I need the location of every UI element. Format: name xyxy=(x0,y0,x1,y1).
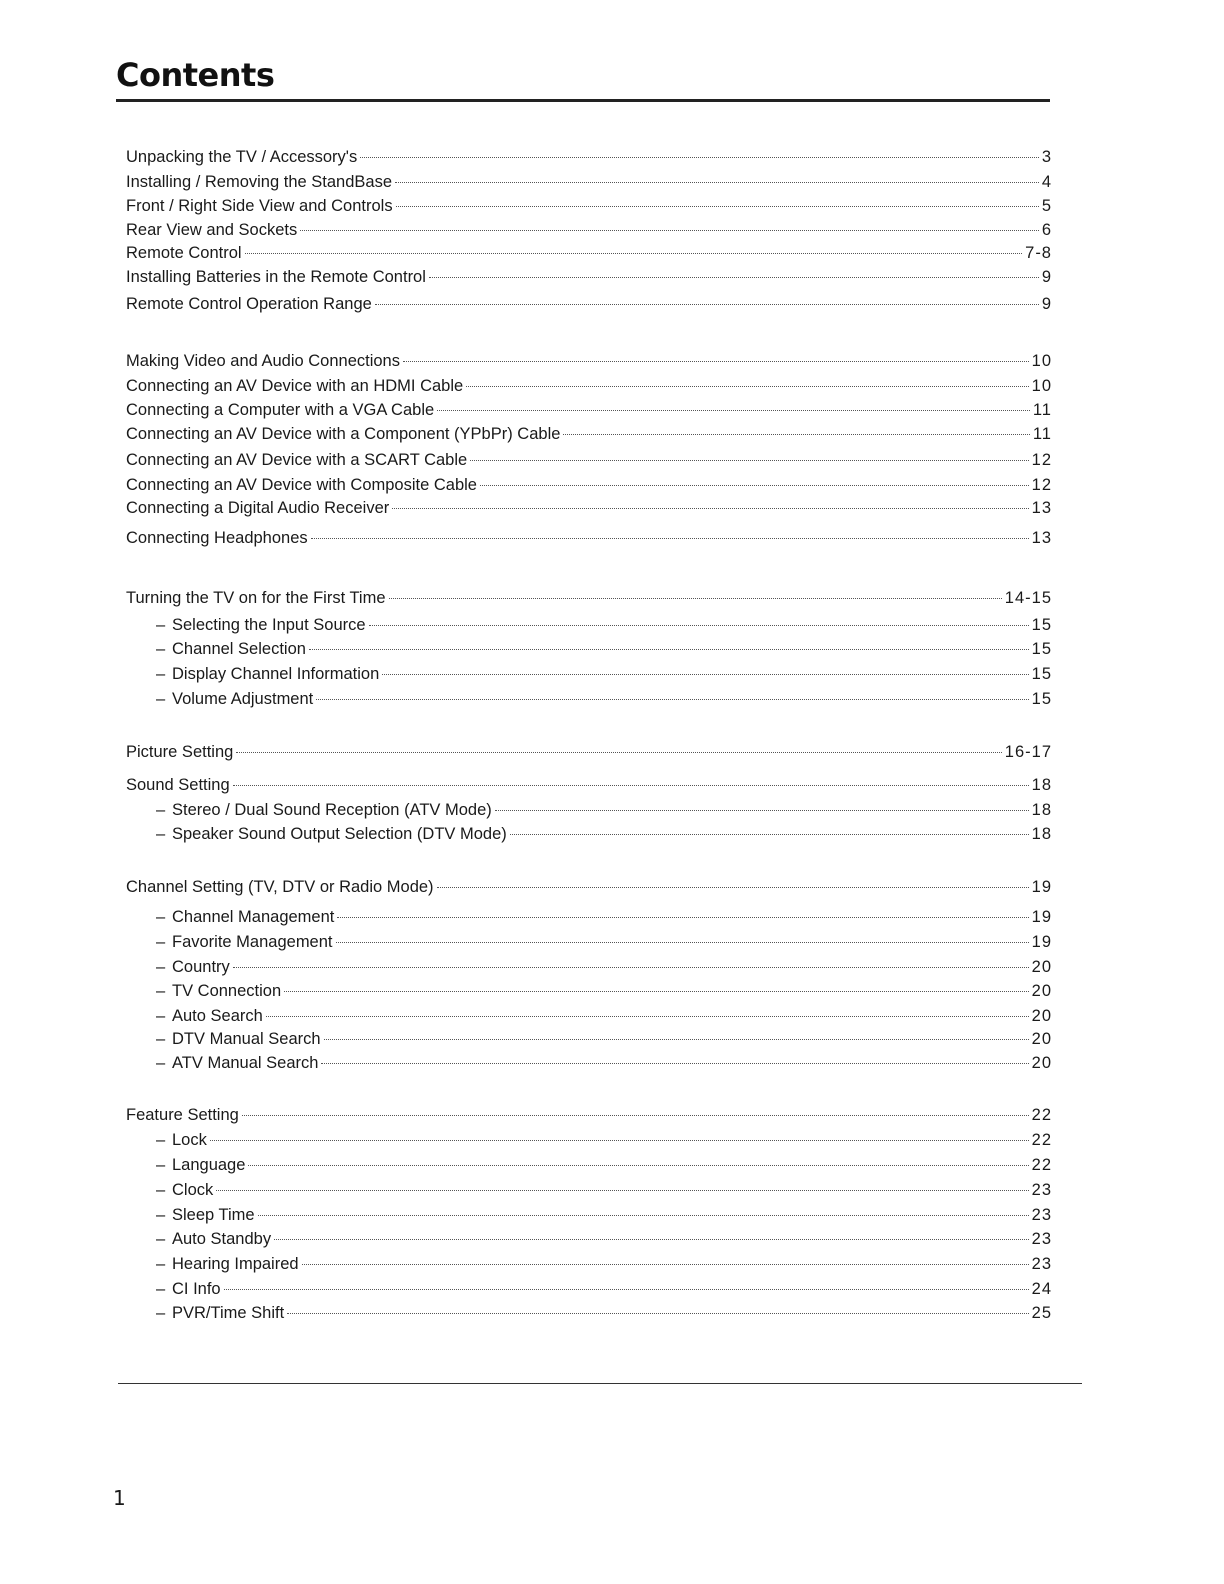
toc-entry-page: 10 xyxy=(1031,377,1052,395)
toc-dot-leader xyxy=(389,598,1002,599)
toc-dot-leader xyxy=(233,785,1029,786)
toc-entry-title: Installing / Removing the StandBase xyxy=(126,173,392,191)
toc-dot-leader xyxy=(437,410,1030,411)
toc-entry xyxy=(126,244,1052,268)
toc-entry-title: Connecting an AV Device with an HDMI Cable xyxy=(126,377,464,395)
toc-entry xyxy=(126,352,1052,376)
toc-entry-title: Selecting the Input Source xyxy=(172,616,366,634)
toc-entry-page: 12 xyxy=(1031,476,1052,494)
toc-entry-page: 20 xyxy=(1031,1007,1052,1025)
toc-dot-leader xyxy=(258,1215,1029,1216)
toc-dot-leader xyxy=(470,460,1028,461)
toc-dot-leader xyxy=(437,887,1029,888)
toc-dot-leader xyxy=(382,674,1028,675)
toc-entry-title: Picture Setting xyxy=(126,743,234,761)
toc-sub-marker: – xyxy=(156,933,166,951)
toc-dot-leader xyxy=(369,625,1029,626)
toc-dot-leader xyxy=(302,1264,1029,1265)
toc-subentry xyxy=(156,1054,1052,1078)
toc-entry-page: 10 xyxy=(1031,352,1052,370)
toc-entry-page: 19 xyxy=(1031,878,1052,896)
toc-subentry xyxy=(156,690,1052,714)
toc-entry xyxy=(126,268,1052,292)
toc-entry-title: Channel Setting (TV, DTV or Radio Mode) xyxy=(126,878,434,896)
toc-entry-page: 25 xyxy=(1031,1304,1052,1322)
toc-sub-marker: – xyxy=(156,1181,166,1199)
toc-dot-leader xyxy=(287,1313,1028,1314)
toc-sub-marker: – xyxy=(156,1280,166,1298)
toc-entry-page: 11 xyxy=(1032,425,1052,443)
toc-entry-title: Language xyxy=(172,1156,246,1174)
toc-dot-leader xyxy=(324,1039,1029,1040)
toc-entry-title: CI Info xyxy=(172,1280,221,1298)
toc-dot-leader xyxy=(429,277,1039,278)
toc-entry-title: Sound Setting xyxy=(126,776,230,794)
page-title: Contents xyxy=(116,56,275,94)
toc-dot-leader xyxy=(563,434,1029,435)
toc-entry-page: 23 xyxy=(1031,1181,1052,1199)
toc-subentry xyxy=(156,1131,1052,1155)
toc-entry xyxy=(126,589,1052,613)
toc-sub-marker: – xyxy=(156,958,166,976)
toc-entry-page: 22 xyxy=(1031,1131,1052,1149)
toc-entry-title: DTV Manual Search xyxy=(172,1030,321,1048)
toc-entry xyxy=(126,295,1052,319)
toc-entry-page: 15 xyxy=(1031,616,1052,634)
toc-entry-title: ATV Manual Search xyxy=(172,1054,319,1072)
toc-entry xyxy=(126,499,1052,523)
toc-entry-page: 15 xyxy=(1031,640,1052,658)
toc-subentry xyxy=(156,1230,1052,1254)
toc-dot-leader xyxy=(403,361,1029,362)
toc-entry xyxy=(126,776,1052,800)
toc-entry-page: 23 xyxy=(1031,1230,1052,1248)
toc-subentry xyxy=(156,1030,1052,1054)
toc-subentry xyxy=(156,825,1052,849)
toc-entry-page: 20 xyxy=(1031,1054,1052,1072)
toc-entry xyxy=(126,377,1052,401)
toc-entry xyxy=(126,451,1052,475)
toc-dot-leader xyxy=(236,752,1001,753)
footer-divider xyxy=(118,1383,1082,1384)
toc-subentry xyxy=(156,1304,1052,1328)
toc-sub-marker: – xyxy=(156,1304,166,1322)
toc-entry-title: Front / Right Side View and Controls xyxy=(126,197,393,215)
toc-entry-title: Connecting an AV Device with Composite Cable xyxy=(126,476,477,494)
toc-dot-leader xyxy=(336,942,1029,943)
toc-entry-page: 19 xyxy=(1031,933,1052,951)
toc-entry-page: 19 xyxy=(1031,908,1052,926)
toc-dot-leader xyxy=(233,967,1029,968)
toc-subentry xyxy=(156,665,1052,689)
toc-entry-title: Display Channel Information xyxy=(172,665,380,683)
toc-entry-title: Rear View and Sockets xyxy=(126,221,298,239)
toc-entry-title: Auto Standby xyxy=(172,1230,272,1248)
toc-subentry xyxy=(156,616,1052,640)
toc-sub-marker: – xyxy=(156,665,166,683)
toc-entry xyxy=(126,173,1052,197)
toc-entry-title: Speaker Sound Output Selection (DTV Mode) xyxy=(172,825,507,843)
toc-sub-marker: – xyxy=(156,1255,166,1273)
toc-dot-leader xyxy=(321,1063,1028,1064)
toc-sub-marker: – xyxy=(156,1054,166,1072)
toc-dot-leader xyxy=(224,1289,1029,1290)
toc-entry-title: Country xyxy=(172,958,230,976)
toc-entry xyxy=(126,401,1052,425)
toc-subentry xyxy=(156,801,1052,825)
toc-sub-marker: – xyxy=(156,690,166,708)
toc-dot-leader xyxy=(284,991,1028,992)
toc-dot-leader xyxy=(248,1165,1028,1166)
toc-entry-title: Hearing Impaired xyxy=(172,1255,299,1273)
toc-dot-leader xyxy=(266,1016,1029,1017)
toc-entry-page: 23 xyxy=(1031,1206,1052,1224)
page-number: 1 xyxy=(113,1486,126,1510)
toc-dot-leader xyxy=(216,1190,1028,1191)
toc-dot-leader xyxy=(242,1115,1029,1116)
toc-sub-marker: – xyxy=(156,640,166,658)
toc-entry-page: 14-15 xyxy=(1004,589,1052,607)
toc-subentry xyxy=(156,1007,1052,1031)
toc-entry-page: 18 xyxy=(1031,801,1052,819)
toc-entry-title: Feature Setting xyxy=(126,1106,239,1124)
title-divider xyxy=(116,99,1050,102)
toc-entry-page: 24 xyxy=(1031,1280,1052,1298)
toc-subentry xyxy=(156,982,1052,1006)
toc-entry-title: Clock xyxy=(172,1181,214,1199)
toc-entry-page: 12 xyxy=(1031,451,1052,469)
toc-entry-title: Connecting an AV Device with a SCART Cable xyxy=(126,451,468,469)
toc-dot-leader xyxy=(316,699,1028,700)
toc-entry-title: Connecting an AV Device with a Component (YPbPr) Cable xyxy=(126,425,561,443)
toc-entry-title: Connecting a Digital Audio Receiver xyxy=(126,499,390,517)
toc-entry-page: 15 xyxy=(1031,690,1052,708)
toc-entry-title: Favorite Management xyxy=(172,933,333,951)
toc-dot-leader xyxy=(245,253,1023,254)
toc-entry-page: 16-17 xyxy=(1004,743,1052,761)
toc-dot-leader xyxy=(210,1140,1029,1141)
toc-entry-page: 11 xyxy=(1032,401,1052,419)
toc-entry-page: 7-8 xyxy=(1025,244,1052,262)
toc-entry-page: 4 xyxy=(1041,173,1052,191)
toc-entry xyxy=(126,425,1052,449)
toc-entry-title: Auto Search xyxy=(172,1007,263,1025)
toc-sub-marker: – xyxy=(156,1030,166,1048)
toc-subentry xyxy=(156,1156,1052,1180)
toc-entry xyxy=(126,743,1052,767)
toc-entry-title: Making Video and Audio Connections xyxy=(126,352,400,370)
toc-entry-page: 6 xyxy=(1041,221,1052,239)
toc-dot-leader xyxy=(396,206,1039,207)
toc-sub-marker: – xyxy=(156,982,166,1000)
toc-dot-leader xyxy=(309,649,1029,650)
toc-dot-leader xyxy=(360,157,1039,158)
toc-entry-title: Connecting a Computer with a VGA Cable xyxy=(126,401,435,419)
toc-entry-page: 22 xyxy=(1031,1106,1052,1124)
toc-sub-marker: – xyxy=(156,825,166,843)
toc-dot-leader xyxy=(311,538,1029,539)
toc-entry-title: PVR/Time Shift xyxy=(172,1304,285,1322)
toc-subentry xyxy=(156,1255,1052,1279)
toc-entry-page: 13 xyxy=(1031,529,1052,547)
toc-dot-leader xyxy=(510,834,1029,835)
toc-sub-marker: – xyxy=(156,1007,166,1025)
toc-entry xyxy=(126,148,1052,172)
toc-entry-page: 15 xyxy=(1031,665,1052,683)
toc-entry-page: 22 xyxy=(1031,1156,1052,1174)
toc-subentry xyxy=(156,1181,1052,1205)
toc-sub-marker: – xyxy=(156,1230,166,1248)
toc-dot-leader xyxy=(395,182,1039,183)
toc-entry xyxy=(126,197,1052,221)
toc-entry-page: 18 xyxy=(1031,825,1052,843)
toc-entry xyxy=(126,221,1052,245)
toc-dot-leader xyxy=(375,304,1039,305)
toc-sub-marker: – xyxy=(156,908,166,926)
toc-subentry xyxy=(156,1206,1052,1230)
toc-entry-page: 13 xyxy=(1031,499,1052,517)
toc-subentry xyxy=(156,640,1052,664)
toc-entry-title: Channel Management xyxy=(172,908,335,926)
toc-entry-title: Sleep Time xyxy=(172,1206,255,1224)
toc-dot-leader xyxy=(392,508,1028,509)
toc-entry-page: 3 xyxy=(1041,148,1052,166)
toc-sub-marker: – xyxy=(156,616,166,634)
toc-subentry xyxy=(156,933,1052,957)
toc-dot-leader xyxy=(495,810,1029,811)
toc-dot-leader xyxy=(274,1239,1029,1240)
toc-entry-title: TV Connection xyxy=(172,982,282,1000)
toc-dot-leader xyxy=(466,386,1028,387)
toc-entry-page: 20 xyxy=(1031,1030,1052,1048)
toc-entry-title: Connecting Headphones xyxy=(126,529,308,547)
toc-entry-title: Stereo / Dual Sound Reception (ATV Mode) xyxy=(172,801,492,819)
toc-entry-title: Installing Batteries in the Remote Control xyxy=(126,268,426,286)
toc-entry-title: Lock xyxy=(172,1131,207,1149)
toc-sub-marker: – xyxy=(156,1131,166,1149)
toc-entry-title: Unpacking the TV / Accessory's xyxy=(126,148,358,166)
toc-sub-marker: – xyxy=(156,1156,166,1174)
toc-dot-leader xyxy=(337,917,1028,918)
toc-entry xyxy=(126,529,1052,553)
toc-dot-leader xyxy=(300,230,1039,231)
toc-subentry xyxy=(156,908,1052,932)
toc-subentry xyxy=(156,958,1052,982)
toc-entry-title: Turning the TV on for the First Time xyxy=(126,589,386,607)
toc-subentry xyxy=(156,1280,1052,1304)
toc-entry-page: 23 xyxy=(1031,1255,1052,1273)
toc-entry xyxy=(126,1106,1052,1130)
toc-sub-marker: – xyxy=(156,1206,166,1224)
toc-entry-title: Channel Selection xyxy=(172,640,306,658)
toc-entry-title: Remote Control xyxy=(126,244,242,262)
toc-entry-title: Volume Adjustment xyxy=(172,690,314,708)
toc-entry-page: 18 xyxy=(1031,776,1052,794)
toc-entry-title: Remote Control Operation Range xyxy=(126,295,372,313)
toc-entry-page: 9 xyxy=(1041,268,1052,286)
toc-sub-marker: – xyxy=(156,801,166,819)
toc-entry-page: 9 xyxy=(1041,295,1052,313)
toc-dot-leader xyxy=(480,485,1029,486)
toc-entry xyxy=(126,476,1052,500)
toc-entry-page: 20 xyxy=(1031,958,1052,976)
toc-entry xyxy=(126,878,1052,902)
toc-entry-page: 20 xyxy=(1031,982,1052,1000)
toc-entry-page: 5 xyxy=(1041,197,1052,215)
